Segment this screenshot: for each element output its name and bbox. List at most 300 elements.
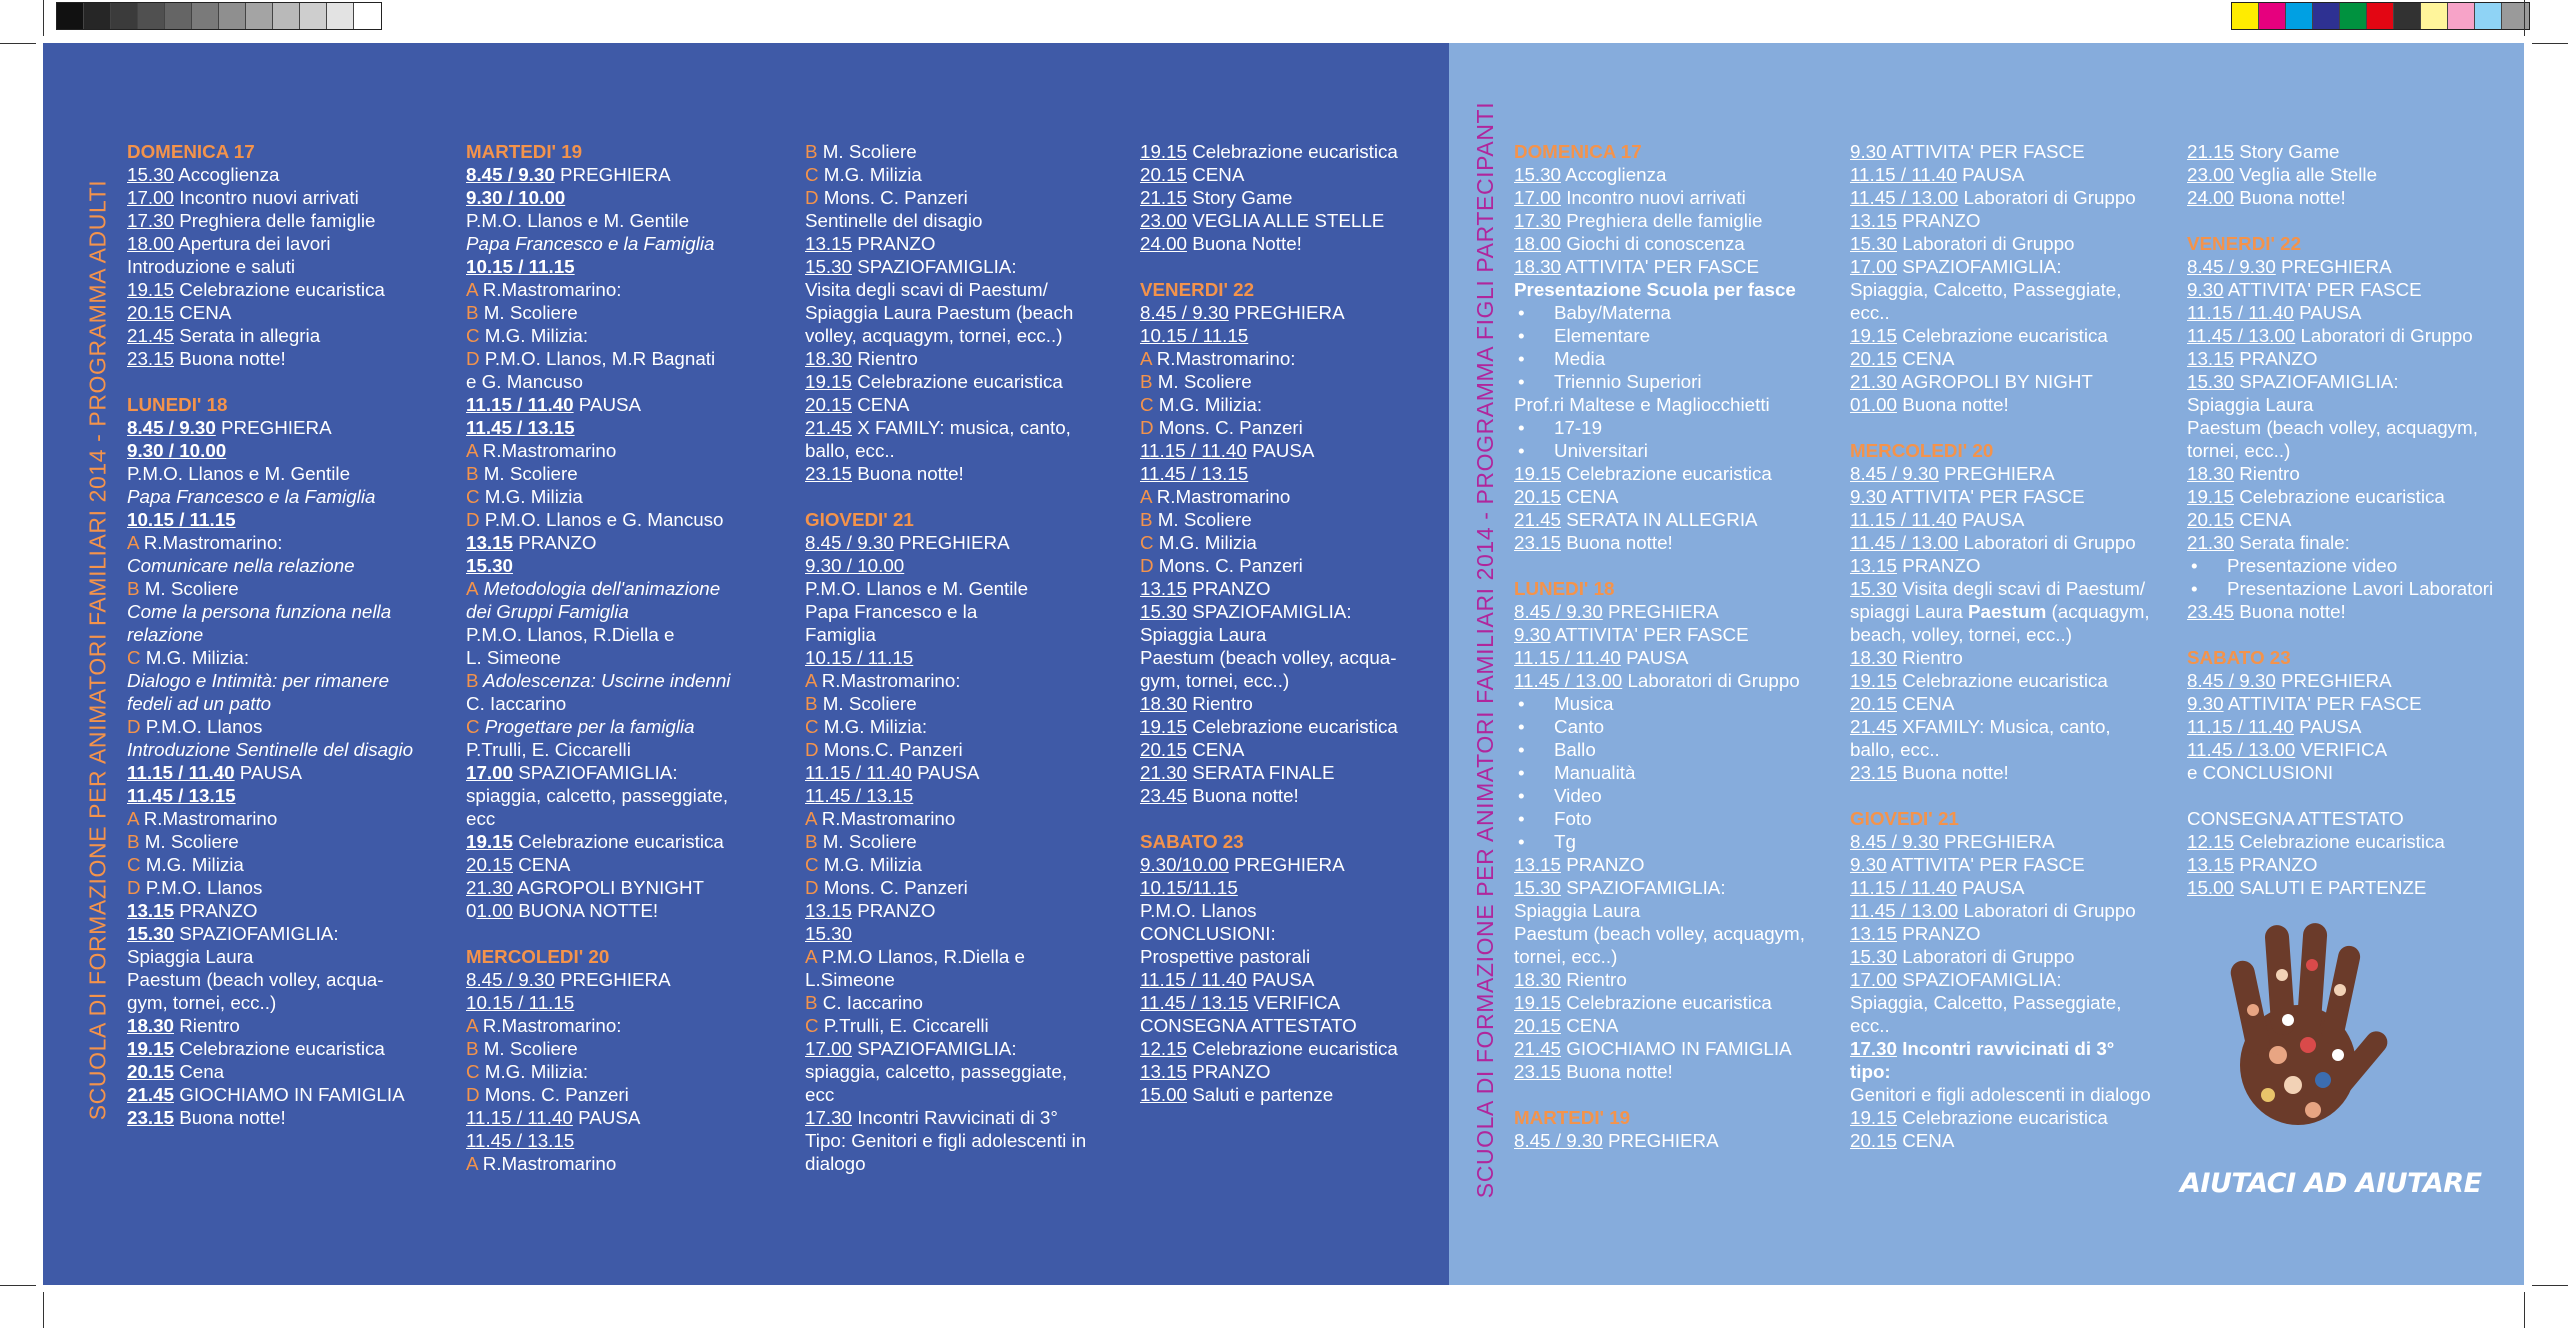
schedule-line: A P.M.O Llanos, R.Diella e: [805, 946, 1025, 967]
schedule-line: A R.Mastromarino: [1140, 486, 1291, 507]
schedule-line: D Mons. C. Panzeri: [1140, 555, 1303, 576]
schedule-line: 8.45 / 9.30 PREGHIERA: [1514, 1130, 1719, 1151]
swatch: [2475, 3, 2502, 29]
schedule-line: 18.30 Rientro: [1140, 693, 1253, 714]
schedule-line: 9.30 ATTIVITA' PER FASCE: [1850, 486, 2085, 507]
schedule-line: 11.15 / 11.40 PAUSA: [1514, 647, 1689, 668]
schedule-line: Papa Francesco e la Famiglia: [127, 486, 376, 507]
list-item: • Manualità: [1514, 761, 1844, 784]
crop-mark: [2532, 1285, 2568, 1286]
schedule-line: 19.15 Celebrazione eucaristica: [127, 1038, 385, 1059]
schedule-line: C. Iaccarino: [466, 693, 567, 714]
schedule-line: 13.15 PRANZO: [1140, 1061, 1271, 1082]
schedule-line: 15.30 SPAZIOFAMIGLIA:: [1140, 601, 1352, 622]
schedule-line: Paestum (beach volley, acquagym,: [1514, 923, 1805, 944]
schedule-line: Papa Francesco e la Famiglia: [466, 233, 715, 254]
schedule-line: Visita degli scavi di Paestum/: [805, 279, 1048, 300]
swatch: [2394, 3, 2421, 29]
schedule-line: 9.30 / 10.00: [127, 440, 227, 461]
schedule-line: 11.15 / 11.40 PAUSA: [1850, 877, 2025, 898]
schedule-line: D Mons. C. Panzeri: [805, 877, 968, 898]
swatch: [354, 3, 381, 29]
schedule-line: 8.45 / 9.30 PREGHIERA: [2187, 256, 2392, 277]
schedule-line: dei Gruppi Famiglia: [466, 601, 629, 622]
schedule-line: 23.15 Buona notte!: [127, 348, 286, 369]
day-heading: MERCOLEDI' 20: [1850, 440, 1994, 461]
schedule-line: 11.45 / 13.00 Laboratori di Gruppo: [1850, 187, 2136, 208]
swatch: [2232, 3, 2259, 29]
crop-mark: [0, 43, 36, 44]
day-heading: DOMENICA 17: [1514, 141, 1642, 162]
schedule-line: gym, tornei, ecc..): [127, 992, 277, 1013]
schedule-line: 11.15 / 11.40 PAUSA: [1140, 969, 1315, 990]
schedule-line: 17.30 Preghiera delle famiglie: [1514, 210, 1763, 231]
schedule-line: 13.15 PRANZO: [2187, 854, 2318, 875]
schedule-line: C Progettare per la famiglia: [466, 716, 695, 737]
schedule-line: ecc: [805, 1084, 835, 1105]
schedule-line: 11.15 / 11.40 PAUSA: [805, 762, 980, 783]
schedule-line: P.M.O. Llanos: [1140, 900, 1257, 921]
swatch: [2286, 3, 2313, 29]
schedule-line: CONSEGNA ATTESTATO: [2187, 808, 2404, 829]
schedule-line: A R.Mastromarino:: [466, 279, 622, 300]
adults-program-title: SCUOLA DI FORMAZIONE PER ANIMATORI FAMILIARI 2014 - PROGRAMMA ADULTI: [84, 179, 111, 1121]
schedule-line: 18.30 Rientro: [1514, 969, 1627, 990]
handprint-collage-icon: [2198, 915, 2398, 1145]
schedule-line: A R.Mastromarino:: [1140, 348, 1296, 369]
swatch: [2421, 3, 2448, 29]
schedule-line: 17.30 Preghiera delle famiglie: [127, 210, 376, 231]
schedule-line: 11.45 / 13.15: [466, 1130, 575, 1151]
schedule-line: ballo, ecc..: [1850, 739, 1940, 760]
day-heading: GIOVEDI' 21: [1850, 808, 1959, 829]
schedule-line: 20.15 CENA: [805, 394, 910, 415]
kids-column-2: [1850, 140, 2180, 1152]
schedule-line: D Mons.C. Panzeri: [805, 739, 963, 760]
schedule-line: B M. Scoliere: [1140, 371, 1252, 392]
schedule-line: 11.45 / 13.00 Laboratori di Gruppo: [1850, 900, 2136, 921]
schedule-line: 21.30 SERATA FINALE: [1140, 762, 1335, 783]
schedule-line: 11.15 / 11.40 PAUSA: [2187, 716, 2362, 737]
schedule-line: 11.45 / 13.00 Laboratori di Gruppo: [1514, 670, 1800, 691]
schedule-line: ecc..: [1850, 1015, 1890, 1036]
schedule-line: 18.30 ATTIVITA' PER FASCE: [1514, 256, 1760, 277]
schedule-line: 10.15 / 11.15: [1140, 325, 1249, 346]
schedule-line: 21.30 AGROPOLI BYNIGHT: [466, 877, 704, 898]
schedule-line: dialogo: [805, 1153, 866, 1174]
schedule-line: 19.15 Celebrazione eucaristica: [2187, 486, 2445, 507]
schedule-line: B M. Scoliere: [466, 1038, 578, 1059]
schedule-line: Paestum (beach volley, acqua-: [127, 969, 384, 990]
schedule-line: D P.M.O. Llanos: [127, 877, 263, 898]
schedule-line: 17.30 Incontri ravvicinati di 3°: [1850, 1038, 2115, 1059]
schedule-line: 21.45 X FAMILY: musica, canto,: [805, 417, 1071, 438]
schedule-line: 11.45 / 13.15: [127, 785, 236, 806]
schedule-line: D P.M.O. Llanos, M.R Bagnati: [466, 348, 716, 369]
list-item: • Musica: [1514, 692, 1844, 715]
schedule-line: 20.15 CENA: [1850, 693, 1955, 714]
schedule-line: volley, acquagym, tornei, ecc..): [805, 325, 1063, 346]
adults-column-3: [805, 140, 1135, 1175]
schedule-line: CONCLUSIONI:: [1140, 923, 1276, 944]
schedule-line: B C. Iaccarino: [805, 992, 923, 1013]
schedule-line: 11.15 / 11.40 PAUSA: [1140, 440, 1315, 461]
schedule-line: 8.45 / 9.30 PREGHIERA: [1140, 302, 1345, 323]
list-item: • Video: [1514, 784, 1844, 807]
adults-column-2: [466, 140, 796, 1175]
list-item: • Ballo: [1514, 738, 1844, 761]
kids-program-title: SCUOLA DI FORMAZIONE PER ANIMATORI FAMILIARI 2014 - PROGRAMMA FIGLI PARTECIPANTI: [1472, 101, 1499, 1199]
schedule-line: A Metodologia dell'animazione: [466, 578, 721, 599]
schedule-line: C M.G. Milizia: [1140, 532, 1257, 553]
schedule-line: 8.45 / 9.30 PREGHIERA: [1850, 463, 2055, 484]
adults-column-4: [1140, 140, 1470, 1106]
schedule-line: 19.15 Celebrazione eucaristica: [1140, 141, 1398, 162]
schedule-line: 20.15 CENA: [127, 302, 232, 323]
handprint-collage-icon: [2198, 915, 2398, 1145]
schedule-line: D P.M.O. Llanos: [127, 716, 263, 737]
kids-column-1: [1514, 140, 1844, 1152]
schedule-line: L. Simeone: [466, 647, 562, 668]
swatch: [273, 3, 300, 29]
schedule-line: 11.15 / 11.40 PAUSA: [127, 762, 303, 783]
schedule-line: 13.15 PRANZO: [1850, 923, 1981, 944]
schedule-line: 10.15 / 11.15: [466, 256, 575, 277]
schedule-line: 23.45 Buona notte!: [1140, 785, 1299, 806]
schedule-line: 9.30 ATTIVITA' PER FASCE: [1850, 141, 2085, 162]
schedule-line: 11.15 / 11.40 PAUSA: [466, 1107, 641, 1128]
adults-column-1: [127, 140, 457, 1129]
schedule-line: Paestum (beach volley, acqua-: [1140, 647, 1397, 668]
schedule-line: 15.30 Visita degli scavi di Paestum/: [1850, 578, 2146, 599]
schedule-line: 23.00 Veglia alle Stelle: [2187, 164, 2378, 185]
schedule-line: 21.45 Serata in allegria: [127, 325, 321, 346]
schedule-line: B M. Scoliere: [805, 693, 917, 714]
list-item: • Media: [1514, 347, 1844, 370]
schedule-line: 23.15 Buona notte!: [127, 1107, 286, 1128]
schedule-line: 13.15 PRANZO: [805, 900, 936, 921]
schedule-line: 17.00 SPAZIOFAMIGLIA:: [1850, 256, 2062, 277]
schedule-line: 17.30 Incontri Ravvicinati di 3°: [805, 1107, 1058, 1128]
day-heading: MERCOLEDI' 20: [466, 946, 610, 967]
list-item: • Presentazione video: [2187, 554, 2517, 577]
schedule-line: 21.30 Serata finale:: [2187, 532, 2350, 553]
schedule-line: Spiaggia, Calcetto, Passeggiate,: [1850, 279, 2122, 300]
schedule-line: 20.15 CENA: [466, 854, 571, 875]
schedule-line: A R.Mastromarino:: [466, 1015, 622, 1036]
list-item: • Presentazione Lavori Laboratori: [2187, 577, 2517, 600]
schedule-line: 9.30 ATTIVITA' PER FASCE: [1850, 854, 2085, 875]
schedule-line: Spiaggia Laura: [2187, 394, 2314, 415]
schedule-line: Presentazione Scuola per fasce: [1514, 279, 1796, 300]
schedule-line: Spiaggia, Calcetto, Passeggiate,: [1850, 992, 2122, 1013]
schedule-line: 15.30 Accoglienza: [1514, 164, 1667, 185]
day-heading: MARTEDI' 19: [466, 141, 583, 162]
schedule-line: 13.15 PRANZO: [1140, 578, 1271, 599]
schedule-line: 18.30 Rientro: [127, 1015, 240, 1036]
schedule-line: 8.45 / 9.30 PREGHIERA: [1514, 601, 1719, 622]
schedule-line: C M.G. Milizia:: [805, 716, 928, 737]
schedule-line: 21.30 AGROPOLI BY NIGHT: [1850, 371, 2093, 392]
schedule-line: 19.15 Celebrazione eucaristica: [127, 279, 385, 300]
day-heading: GIOVEDI' 21: [805, 509, 914, 530]
schedule-line: 11.45 / 13.15 VERIFICA: [1140, 992, 1341, 1013]
schedule-line: spiaggia, calcetto, passeggiate,: [805, 1061, 1068, 1082]
schedule-line: 20.15 CENA: [1514, 486, 1619, 507]
schedule-line: A R.Mastromarino: [805, 808, 956, 829]
schedule-line: 15.30: [466, 555, 513, 576]
schedule-line: 11.15 / 11.40 PAUSA: [1850, 164, 2025, 185]
schedule-line: C M.G. Milizia:: [1140, 394, 1263, 415]
crop-mark: [43, 1292, 44, 1328]
schedule-line: 15.30 SPAZIOFAMIGLIA:: [127, 923, 339, 944]
kids-column-3: [2187, 140, 2517, 899]
schedule-line: 8.45 / 9.30 PREGHIERA: [466, 969, 671, 990]
schedule-line: 15.00 SALUTI E PARTENZE: [2187, 877, 2427, 898]
schedule-line: 11.15 / 11.40 PAUSA: [2187, 302, 2362, 323]
schedule-line: 9.30 / 10.00: [466, 187, 566, 208]
schedule-line: 23.15 Buona notte!: [805, 463, 964, 484]
schedule-line: C M.G. Milizia:: [466, 1061, 589, 1082]
schedule-line: 15.30 Laboratori di Gruppo: [1850, 233, 2075, 254]
schedule-line: 10.15 / 11.15: [127, 509, 236, 530]
schedule-line: Spiaggia Laura: [1514, 900, 1641, 921]
day-heading: VENERDI' 22: [1140, 279, 1255, 300]
schedule-line: 10.15 / 11.15: [805, 647, 914, 668]
schedule-line: 15.30: [805, 923, 852, 944]
schedule-line: B Adolescenza: Uscirne indenni: [466, 670, 731, 691]
schedule-line: C M.G. Milizia: [466, 486, 583, 507]
schedule-line: 19.15 Celebrazione eucaristica: [1850, 670, 2108, 691]
day-heading: VENERDI' 22: [2187, 233, 2302, 254]
schedule-line: Prospettive pastorali: [1140, 946, 1311, 967]
schedule-line: 13.15 PRANZO: [1850, 210, 1981, 231]
schedule-line: 20.15 CENA: [2187, 509, 2292, 530]
schedule-line: 10.15 / 11.15: [466, 992, 575, 1013]
schedule-line: B M. Scoliere: [805, 831, 917, 852]
schedule-line: Spiaggia Laura: [1140, 624, 1267, 645]
day-heading: LUNEDI' 18: [127, 394, 228, 415]
schedule-line: P.Trulli, E. Ciccarelli: [466, 739, 631, 760]
swatch: [138, 3, 165, 29]
schedule-line: 20.15 CENA: [1850, 348, 1955, 369]
schedule-line: Spiaggia Laura Paestum (beach: [805, 302, 1074, 323]
schedule-line: 20.15 CENA: [1140, 739, 1245, 760]
list-item: • Foto: [1514, 807, 1844, 830]
schedule-line: spiaggia, calcetto, passeggiate,: [466, 785, 729, 806]
schedule-line: 11.45 / 13.00 Laboratori di Gruppo: [2187, 325, 2473, 346]
schedule-line: C M.G. Milizia: [127, 854, 244, 875]
schedule-line: B M. Scoliere: [466, 463, 578, 484]
schedule-line: B M. Scoliere: [127, 578, 239, 599]
schedule-line: tipo:: [1850, 1061, 1891, 1082]
swatch: [219, 3, 246, 29]
schedule-line: 8.45 / 9.30 PREGHIERA: [2187, 670, 2392, 691]
day-heading: DOMENICA 17: [127, 141, 255, 162]
list-item: • Universitari: [1514, 439, 1844, 462]
schedule-line: 23.15 Buona notte!: [1514, 1061, 1673, 1082]
schedule-line: 17.00 Incontro nuovi arrivati: [127, 187, 359, 208]
swatch: [327, 3, 354, 29]
schedule-line: 11.45 / 13.15: [805, 785, 914, 806]
schedule-line: D Mons. C. Panzeri: [466, 1084, 629, 1105]
swatch: [57, 3, 84, 29]
schedule-line: 19.15 Celebrazione eucaristica: [1140, 716, 1398, 737]
schedule-line: tornei, ecc..): [2187, 440, 2291, 461]
swatch: [2259, 3, 2286, 29]
schedule-line: Paestum (beach volley, acquagym,: [2187, 417, 2478, 438]
schedule-line: A R.Mastromarino:: [127, 532, 283, 553]
schedule-line: A R.Mastromarino:: [805, 670, 961, 691]
schedule-line: 19.15 Celebrazione eucaristica: [805, 371, 1063, 392]
swatch: [2448, 3, 2475, 29]
schedule-line: 24.00 Buona notte!: [2187, 187, 2346, 208]
schedule-line: e G. Mancuso: [466, 371, 583, 392]
schedule-line: spiaggi Laura Paestum (acquagym,: [1850, 601, 2150, 622]
schedule-line: 23.15 Buona notte!: [1850, 762, 2009, 783]
schedule-line: P.M.O. Llanos e M. Gentile: [466, 210, 690, 231]
schedule-line: 11.45 / 13.15: [1140, 463, 1249, 484]
schedule-line: Tipo: Genitori e figli adolescenti in: [805, 1130, 1087, 1151]
schedule-line: 18.30 Rientro: [1850, 647, 1963, 668]
schedule-line: 19.15 Celebrazione eucaristica: [466, 831, 724, 852]
schedule-line: 13.15 PRANZO: [1514, 854, 1645, 875]
schedule-line: 17.00 Incontro nuovi arrivati: [1514, 187, 1746, 208]
schedule-line: 19.15 Celebrazione eucaristica: [1514, 463, 1772, 484]
schedule-line: 17.00 SPAZIOFAMIGLIA:: [805, 1038, 1017, 1059]
schedule-line: 18.30 Rientro: [805, 348, 918, 369]
schedule-line: relazione: [127, 624, 204, 645]
schedule-line: 9.30/10.00 PREGHIERA: [1140, 854, 1345, 875]
schedule-line: Papa Francesco e la: [805, 601, 978, 622]
schedule-line: 18.00 Apertura dei lavori: [127, 233, 331, 254]
tagline: AIUTACI AD AIUTARE: [2180, 1168, 2482, 1199]
schedule-line: 20.15 Cena: [127, 1061, 225, 1082]
schedule-line: 17.00 SPAZIOFAMIGLIA:: [466, 762, 678, 783]
schedule-line: 8.45 / 9.30 PREGHIERA: [466, 164, 671, 185]
day-heading: SABATO 23: [1140, 831, 1244, 852]
schedule-line: 19.15 Celebrazione eucaristica: [1850, 325, 2108, 346]
schedule-line: 18.30 Rientro: [2187, 463, 2300, 484]
schedule-line: Spiaggia Laura: [127, 946, 254, 967]
schedule-line: 23.00 VEGLIA ALLE STELLE: [1140, 210, 1385, 231]
schedule-line: 20.15 CENA: [1140, 164, 1245, 185]
schedule-line: 21.45 GIOCHIAMO IN FAMIGLIA: [1514, 1038, 1792, 1059]
schedule-line: B M. Scoliere: [805, 141, 917, 162]
schedule-line: 11.45 / 13.00 VERIFICA: [2187, 739, 2388, 760]
day-heading: SABATO 23: [2187, 647, 2291, 668]
schedule-line: Famiglia: [805, 624, 876, 645]
schedule-line: 20.15 CENA: [1514, 1015, 1619, 1036]
schedule-line: Genitori e figli adolescenti in dialogo: [1850, 1084, 2151, 1105]
list-item: • Baby/Materna: [1514, 301, 1844, 324]
list-item: • Tg: [1514, 830, 1844, 853]
schedule-line: 13.15 PRANZO: [805, 233, 936, 254]
swatch: [300, 3, 327, 29]
schedule-line: D P.M.O. Llanos e G. Mancuso: [466, 509, 724, 530]
schedule-line: 9.30 / 10.00: [805, 555, 905, 576]
schedule-line: 01.00 BUONA NOTTE!: [466, 900, 659, 921]
schedule-line: B M. Scoliere: [466, 302, 578, 323]
schedule-line: B M. Scoliere: [127, 831, 239, 852]
swatch: [84, 3, 111, 29]
schedule-line: fedeli ad un patto: [127, 693, 272, 714]
schedule-line: Introduzione Sentinelle del disagio: [127, 739, 414, 760]
schedule-line: B M. Scoliere: [1140, 509, 1252, 530]
schedule-line: beach, volley, tornei, ecc..): [1850, 624, 2072, 645]
schedule-line: P.M.O. Llanos, R.Diella e: [466, 624, 675, 645]
crop-mark: [0, 1285, 36, 1286]
schedule-line: 8.45 / 9.30 PREGHIERA: [1850, 831, 2055, 852]
schedule-line: 19.15 Celebrazione eucaristica: [1514, 992, 1772, 1013]
schedule-line: tornei, ecc..): [1514, 946, 1618, 967]
schedule-line: 20.15 CENA: [1850, 1130, 1955, 1151]
schedule-line: 18.00 Giochi di conoscenza: [1514, 233, 1745, 254]
list-item: • Canto: [1514, 715, 1844, 738]
schedule-line: ballo, ecc..: [805, 440, 895, 461]
schedule-line: 24.00 Buona Notte!: [1140, 233, 1302, 254]
list-item: • 17-19: [1514, 416, 1844, 439]
schedule-line: P.M.O. Llanos e M. Gentile: [127, 463, 351, 484]
schedule-line: Sentinelle del disagio: [805, 210, 983, 231]
schedule-line: L.Simeone: [805, 969, 895, 990]
swatch: [2367, 3, 2394, 29]
list-item: • Elementare: [1514, 324, 1844, 347]
schedule-line: 12.15 Celebrazione eucaristica: [1140, 1038, 1398, 1059]
schedule-line: 13.15 PRANZO: [2187, 348, 2318, 369]
schedule-line: 21.15 Story Game: [2187, 141, 2340, 162]
crop-mark: [2532, 43, 2568, 44]
schedule-line: 17.00 SPAZIOFAMIGLIA:: [1850, 969, 2062, 990]
schedule-line: 21.45 XFAMILY: Musica, canto,: [1850, 716, 2111, 737]
schedule-line: Comunicare nella relazione: [127, 555, 355, 576]
schedule-line: 19.15 Celebrazione eucaristica: [1850, 1107, 2108, 1128]
schedule-line: 12.15 Celebrazione eucaristica: [2187, 831, 2445, 852]
schedule-line: 8.45 / 9.30 PREGHIERA: [805, 532, 1010, 553]
schedule-line: 9.30 ATTIVITA' PER FASCE: [1514, 624, 1749, 645]
swatch: [192, 3, 219, 29]
grayscale-calibration-strip: [56, 2, 382, 30]
schedule-line: 8.45 / 9.30 PREGHIERA: [127, 417, 332, 438]
schedule-line: 23.45 Buona notte!: [2187, 601, 2346, 622]
day-heading: LUNEDI' 18: [1514, 578, 1615, 599]
schedule-line: 9.30 ATTIVITA' PER FASCE: [2187, 279, 2422, 300]
crop-mark: [2524, 0, 2525, 36]
schedule-line: 01.00 Buona notte!: [1850, 394, 2009, 415]
schedule-line: Dialogo e Intimità: per rimanere: [127, 670, 390, 691]
swatch: [111, 3, 138, 29]
schedule-line: 13.15 PRANZO: [1850, 555, 1981, 576]
schedule-line: 11.15 / 11.40 PAUSA: [466, 394, 642, 415]
schedule-line: 13.15 PRANZO: [466, 532, 597, 553]
schedule-line: A R.Mastromarino: [466, 1153, 617, 1174]
schedule-line: D Mons. C. Panzeri: [805, 187, 968, 208]
schedule-line: 11.45 / 13.00 Laboratori di Gruppo: [1850, 532, 2136, 553]
schedule-line: D Mons. C. Panzeri: [1140, 417, 1303, 438]
schedule-line: A R.Mastromarino: [466, 440, 617, 461]
schedule-line: CONSEGNA ATTESTATO: [1140, 1015, 1357, 1036]
schedule-line: Come la persona funziona nella: [127, 601, 392, 622]
schedule-line: 21.45 GIOCHIAMO IN FAMIGLIA: [127, 1084, 405, 1105]
schedule-line: 15.30 Accoglienza: [127, 164, 280, 185]
schedule-line: gym, tornei, ecc..): [1140, 670, 1290, 691]
schedule-line: 11.45 / 13.15: [466, 417, 575, 438]
day-heading: MARTEDI' 19: [1514, 1107, 1631, 1128]
schedule-line: 23.15 Buona notte!: [1514, 532, 1673, 553]
schedule-line: 10.15/11.15: [1140, 877, 1238, 898]
color-calibration-strip: [2231, 2, 2530, 30]
schedule-line: 21.15 Story Game: [1140, 187, 1293, 208]
